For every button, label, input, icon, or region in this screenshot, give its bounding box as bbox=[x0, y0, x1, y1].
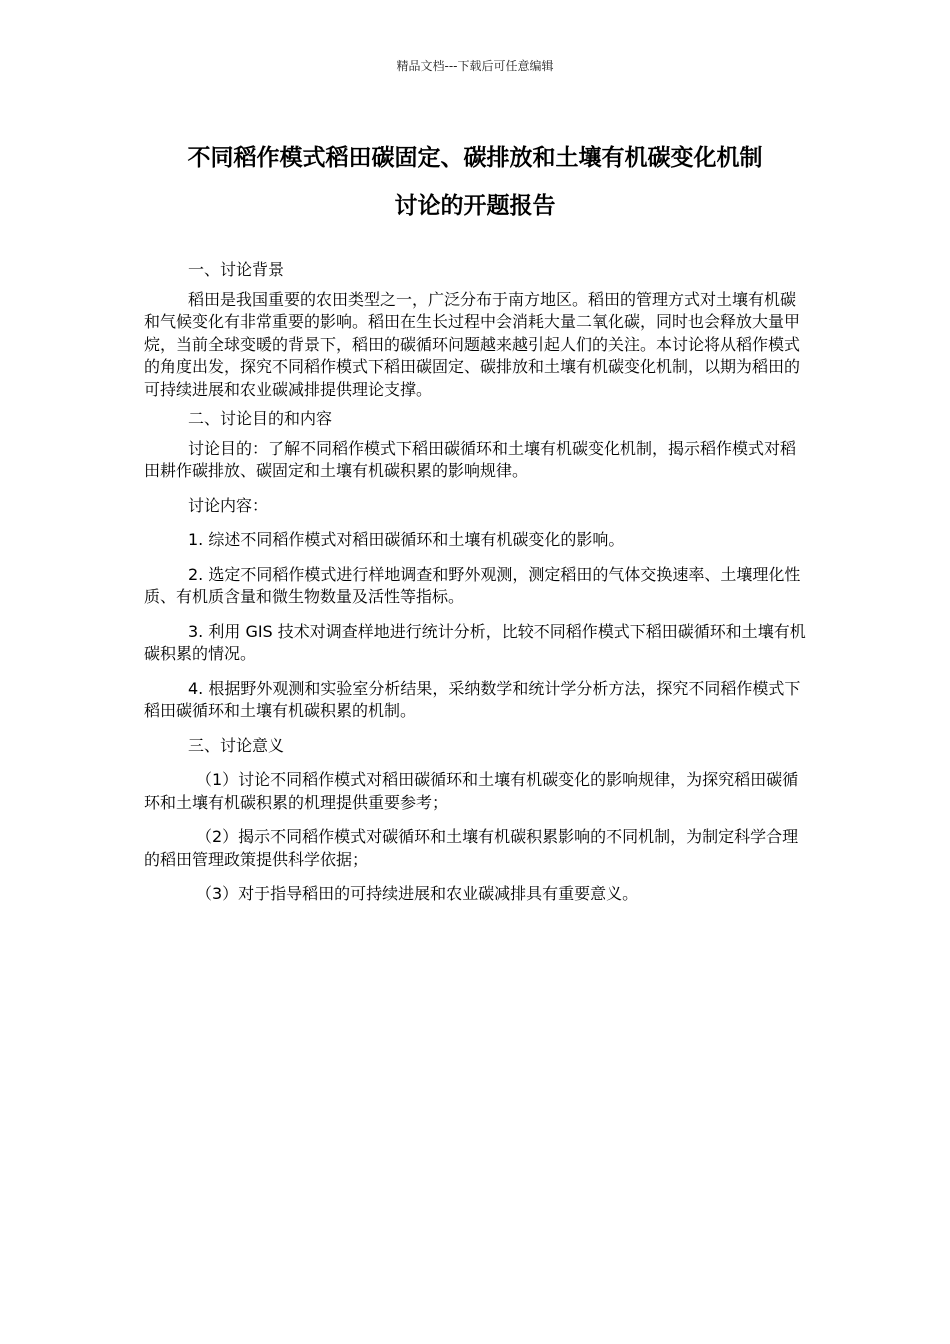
section-heading-significance: 三、讨论意义 bbox=[188, 735, 285, 755]
title-line-2: 讨论的开题报告 bbox=[394, 193, 556, 219]
title-line-1: 不同稻作模式稻田碳固定、碳排放和土壤有机碳变化机制 bbox=[187, 145, 763, 171]
goals-item-2: 2. 选定不同稻作模式进行样地调查和野外观测，测定稻田的气体交换速率、土壤理化性质、有机质含量和微生物数量及活性等指标。 bbox=[144, 564, 801, 606]
goals-item-3: 3. 利用 GIS 技术对调查样地进行统计分析，比较不同稻作模式下稻田碳循环和土壤有机碳积累的情况。 bbox=[144, 621, 806, 663]
background-paragraph: 稻田是我国重要的农田类型之一，广泛分布于南方地区。稻田的管理方式对土壤有机碳和气候变化有非常重要的影响。稻田在生长过程中会消耗大量二氧化碳，同时也会释放大量甲烷，当前全球变暖的背景下，稻田的碳循环问题越来越引起人们的关注。本讨论将从稻作模式的角度出发，探究不同稻作模式下稻田碳固定、碳排放和土壤有机碳变化机制，以期为稻田的可持续进展和农业碳减排提供理论支撑。 bbox=[144, 289, 801, 399]
significance-item-2: （2）揭示不同稻作模式对碳循环和土壤有机碳积累影响的不同机制，为制定科学合理的稻田管理政策提供科学依据； bbox=[144, 827, 799, 869]
document-title bbox=[120, 134, 830, 230]
document-body bbox=[144, 259, 806, 906]
goals-item-1: 1. 综述不同稻作模式对稻田碳循环和土壤有机碳变化的影响。 bbox=[188, 530, 625, 549]
significance-item-1: （1）讨论不同稻作模式对稻田碳循环和土壤有机碳变化的影响规律，为探究稻田碳循环和土壤有机碳积累的机理提供重要参考； bbox=[144, 770, 799, 812]
goals-content-label: 讨论内容： bbox=[188, 495, 269, 515]
goals-item-4: 4. 根据野外观测和实验室分析结果，采纳数学和统计学分析方法，探究不同稻作模式下稻田碳循环和土壤有机碳积累的机制。 bbox=[144, 678, 801, 720]
section-heading-goals: 二、讨论目的和内容 bbox=[188, 409, 333, 428]
section-heading-background: 一、讨论背景 bbox=[188, 260, 285, 279]
page-header: 精品文档---下载后可任意编辑 bbox=[396, 59, 554, 73]
goals-purpose-paragraph: 讨论目的：了解不同稻作模式下稻田碳循环和土壤有机碳变化机制，揭示稻作模式对稻田耕作碳排放、碳固定和土壤有机碳积累的影响规律。 bbox=[144, 438, 797, 480]
significance-item-3: （3）对于指导稻田的可持续进展和农业碳减排具有重要意义。 bbox=[196, 884, 639, 903]
